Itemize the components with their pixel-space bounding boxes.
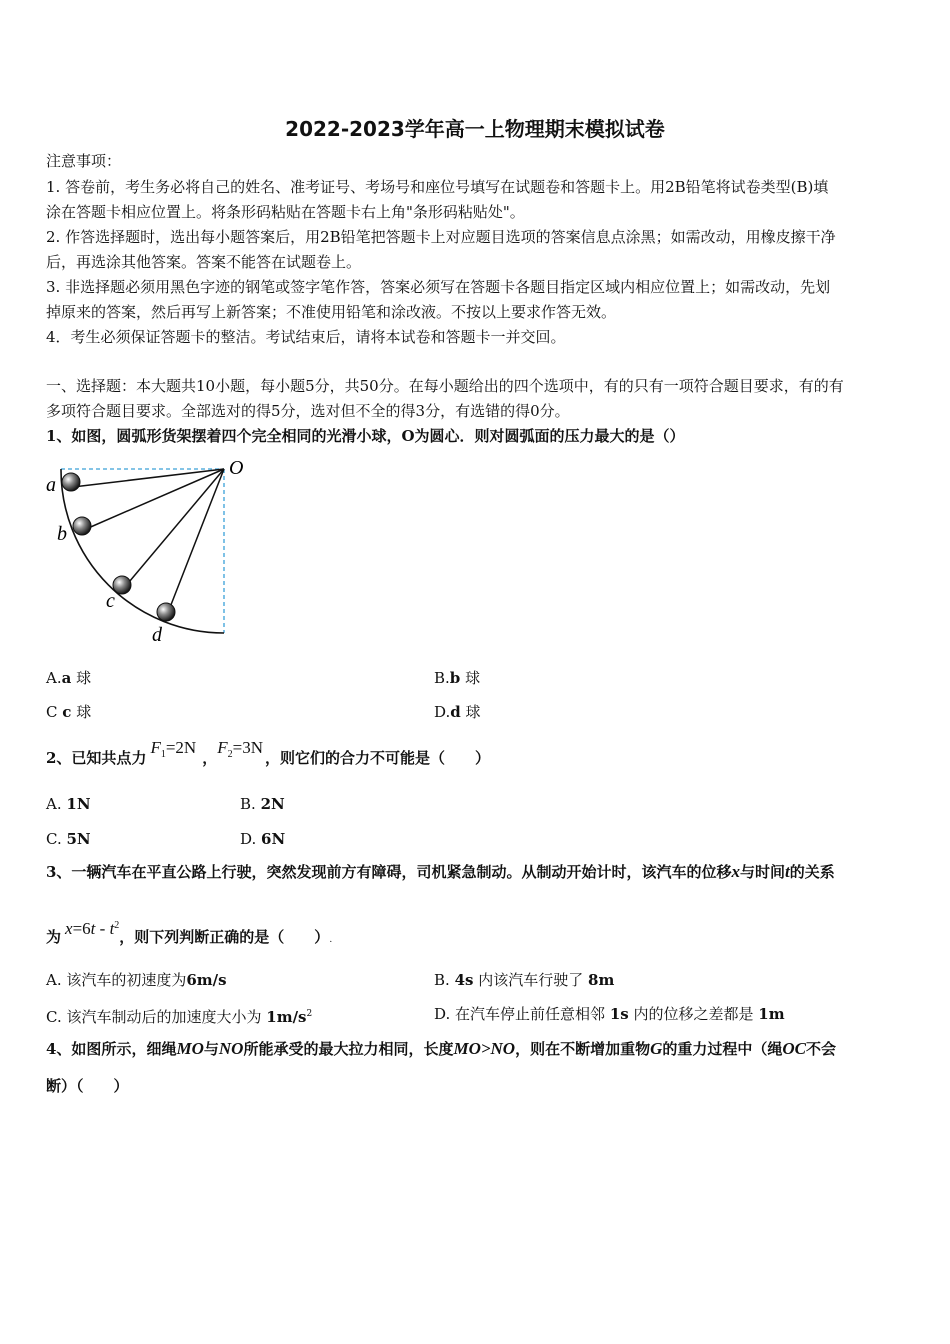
option-text-2: 内该汽车行驶了 bbox=[478, 971, 584, 989]
line-o-a bbox=[73, 469, 224, 487]
option-value-2: 8m bbox=[588, 971, 615, 989]
q4-mo-gt-no: MO>NO bbox=[453, 1039, 516, 1058]
f1-subscript: 1 bbox=[160, 749, 166, 760]
ball-d bbox=[157, 603, 175, 621]
option-value: 2N bbox=[260, 795, 285, 813]
label-b: b bbox=[57, 523, 67, 545]
notice-line-5: 3. 非选择题必须用黑色字迹的钢笔或签字笔作答，答案必须写在答题卡各题目指定区域内相应位置上；如需改动，先划 bbox=[46, 278, 831, 296]
option-text: A. 该汽车的初速度为 bbox=[46, 971, 187, 989]
option-value: 6N bbox=[261, 830, 286, 848]
option-value-1: 4s bbox=[454, 971, 474, 989]
section1-line-1: 一、选择题：本大题共10小题，每小题5分，共50分。在每小题给出的四个选项中，有的只有一项符合题目要求，有的有 bbox=[46, 377, 844, 395]
f2-value: =3N bbox=[232, 738, 263, 757]
q3-option-a[interactable] bbox=[46, 970, 227, 990]
line-o-d bbox=[167, 469, 224, 615]
q3-option-b[interactable] bbox=[434, 970, 614, 990]
q1-stem: 1、如图，圆弧形货架摆着四个完全相同的光滑小球，O为圆心．则对圆弧面的压力最大的是（） bbox=[46, 427, 685, 445]
formula-t: t bbox=[90, 919, 96, 938]
option-exponent: 2 bbox=[306, 1009, 313, 1019]
q4-text-e: 的重力过程中（绳 bbox=[662, 1040, 783, 1058]
option-label: A. bbox=[46, 795, 62, 813]
option-label: D. bbox=[240, 830, 257, 848]
option-label: A. bbox=[46, 669, 62, 687]
q4-stem-line-1 bbox=[46, 1039, 836, 1059]
option-unit: 球 bbox=[76, 669, 92, 687]
q3-stem-l2-post: ，则下列判断正确的是（ ） bbox=[119, 928, 330, 946]
q4-oc: OC bbox=[782, 1039, 807, 1058]
label-o: O bbox=[229, 457, 244, 479]
f2-symbol: F bbox=[217, 738, 228, 757]
f1-symbol: F bbox=[150, 738, 161, 757]
q3-x-symbol: x bbox=[731, 862, 740, 881]
q3-stem-post: 的关系 bbox=[789, 863, 835, 881]
section1-line-2: 多项符合题目要求。全部选对的得5分，选对但不全的得3分，有选错的得0分。 bbox=[46, 402, 570, 420]
arc-surface bbox=[61, 469, 224, 633]
label-c: c bbox=[106, 590, 115, 612]
option-value: b bbox=[449, 669, 461, 687]
option-value: 5N bbox=[66, 830, 91, 848]
q4-text-f: 不会 bbox=[806, 1040, 837, 1058]
q4-no: NO bbox=[218, 1039, 244, 1058]
option-text: C. 该汽车制动后的加速度大小为 bbox=[46, 1008, 262, 1026]
q2-separator: ， bbox=[202, 749, 218, 767]
q1-option-c[interactable] bbox=[46, 702, 91, 722]
notice-line-1: 1. 答卷前，考生务必将自己的姓名、准考证号、考场号和座位号填写在试题卷和答题卡上。用2B铅笔将试卷类型(B)填 bbox=[46, 178, 829, 196]
option-value: a bbox=[61, 669, 72, 687]
option-value: 1N bbox=[66, 795, 91, 813]
option-value: 1m/s bbox=[266, 1008, 307, 1026]
option-label: B. bbox=[240, 795, 256, 813]
option-label: C. bbox=[46, 830, 62, 848]
q3-stem-pre: 3、一辆汽车在平直公路上行驶，突然发现前方有障碍，司机紧急制动。从制动开始计时，该汽车的位移 bbox=[46, 863, 732, 881]
q2-stem-pre: 2、已知共点力 bbox=[46, 749, 147, 767]
label-a: a bbox=[46, 474, 56, 496]
notice-line-3: 2. 作答选择题时，选出每小题答案后，用2B铅笔把答题卡上对应题目选项的答案信息点涂黑；如需改动，用橡皮擦干净 bbox=[46, 228, 836, 246]
q3-stem-line-1 bbox=[46, 862, 835, 882]
formula-minus: - bbox=[95, 919, 110, 938]
line-o-c bbox=[124, 469, 224, 588]
f1-value: =2N bbox=[165, 738, 197, 757]
q3-stem-dot: . bbox=[329, 935, 333, 945]
option-unit: 球 bbox=[76, 703, 92, 721]
option-label: C bbox=[46, 703, 58, 721]
notice-line-7: 4．考生必须保证答题卡的整洁。考试结束后，请将本试卷和答题卡一并交回。 bbox=[46, 328, 566, 346]
label-d: d bbox=[152, 624, 162, 646]
notice-line-6: 掉原来的答案，然后再写上新答案；不准使用铅笔和涂改液。不按以上要求作答无效。 bbox=[46, 303, 617, 321]
q1-arc-shelf-figure bbox=[40, 455, 255, 650]
ball-c bbox=[113, 576, 131, 594]
option-text: D. 在汽车停止前任意相邻 bbox=[434, 1005, 606, 1023]
q3-t-symbol: t bbox=[784, 862, 790, 881]
notice-line-2: 涂在答题卡相应位置上。将条形码粘贴在答题卡右上角"条形码粘贴处"。 bbox=[46, 203, 525, 221]
formula-exponent: 2 bbox=[114, 920, 120, 931]
q3-option-d[interactable] bbox=[434, 1004, 785, 1024]
f2-subscript: 2 bbox=[227, 749, 233, 760]
q2-stem bbox=[46, 738, 491, 777]
formula-t2: t bbox=[109, 919, 115, 938]
formula-eq: =6 bbox=[72, 919, 91, 938]
q2-option-d[interactable] bbox=[240, 829, 285, 849]
q2-option-a[interactable] bbox=[46, 794, 91, 814]
q3-option-c[interactable] bbox=[46, 1004, 312, 1027]
option-unit: 球 bbox=[465, 703, 481, 721]
q1-option-b[interactable] bbox=[434, 668, 480, 688]
exam-title: 2022-2023学年高一上物理期末模拟试卷 bbox=[285, 117, 665, 141]
option-label: B. bbox=[434, 669, 450, 687]
q3-stem-l2-pre: 为 bbox=[46, 928, 62, 946]
notice-line-4: 后，再选涂其他答案。答案不能答在试题卷上。 bbox=[46, 253, 362, 271]
option-value-1: 1s bbox=[609, 1005, 629, 1023]
ball-a bbox=[62, 473, 80, 491]
q4-text-b: 与 bbox=[203, 1040, 219, 1058]
q1-option-a[interactable] bbox=[46, 668, 91, 688]
option-value: 6m/s bbox=[186, 971, 227, 989]
q4-stem-line-2: 断）（ ） bbox=[46, 1077, 129, 1095]
q3-stem-mid: 与时间 bbox=[739, 863, 785, 881]
q4-g: G bbox=[650, 1039, 663, 1058]
q1-option-d[interactable] bbox=[434, 702, 481, 722]
q2-option-b[interactable] bbox=[240, 794, 285, 814]
option-label: D. bbox=[434, 703, 451, 721]
option-value-2: 1m bbox=[758, 1005, 785, 1023]
q4-mo: MO bbox=[176, 1039, 204, 1058]
q3-stem-line-2 bbox=[46, 919, 333, 950]
q4-text-c: 所能承受的最大拉力相同，长度 bbox=[243, 1040, 454, 1058]
ball-b bbox=[73, 517, 91, 535]
option-value: d bbox=[450, 703, 461, 721]
option-unit: 球 bbox=[465, 669, 481, 687]
q4-text-d: ，则在不断增加重物 bbox=[515, 1040, 651, 1058]
q4-text-a: 4、如图所示，细绳 bbox=[46, 1040, 177, 1058]
formula-x: x bbox=[65, 919, 73, 938]
q2-stem-post: ，则它们的合力不可能是（ ） bbox=[265, 749, 491, 767]
q2-option-c[interactable] bbox=[46, 829, 91, 849]
option-value: c bbox=[62, 703, 72, 721]
option-text-2: 内的位移之差都是 bbox=[633, 1005, 754, 1023]
option-text: B. bbox=[434, 971, 455, 989]
notice-heading: 注意事项： bbox=[46, 152, 122, 170]
